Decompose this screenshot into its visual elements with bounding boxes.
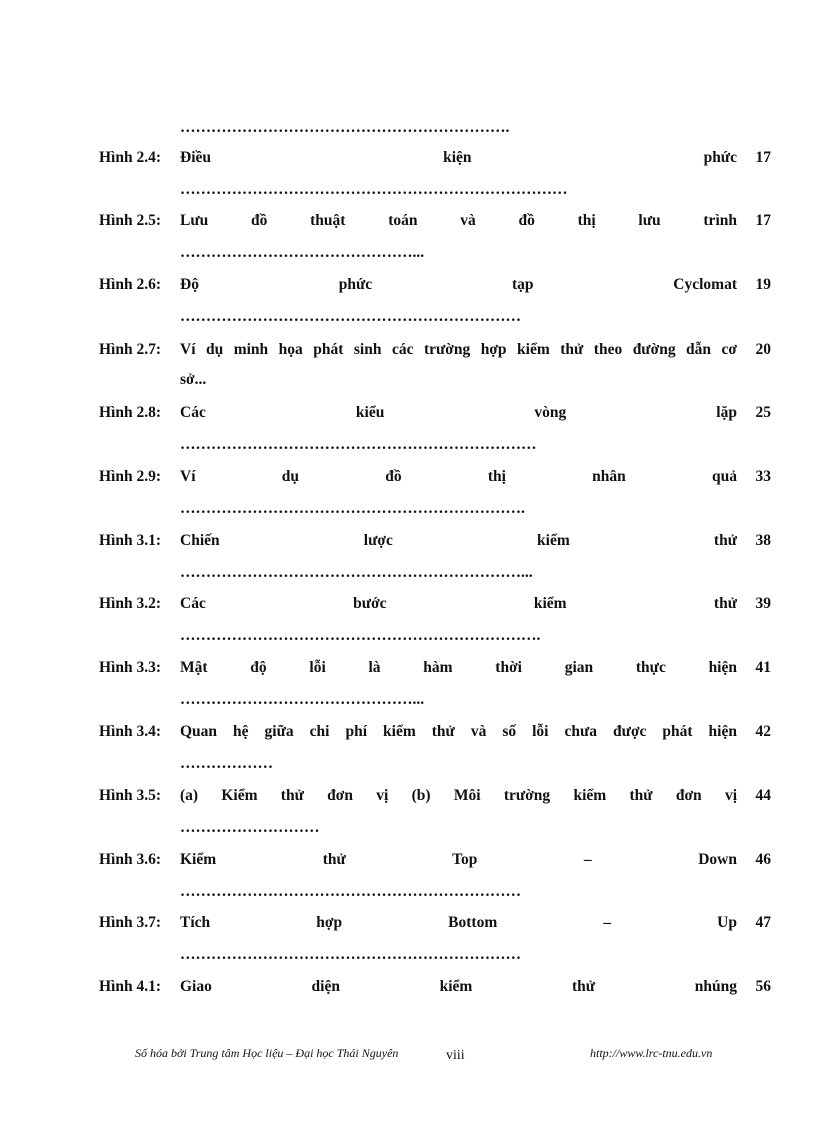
- toc-entry-title: Điều kiện phức: [180, 149, 737, 166]
- toc-entry-page: 46: [755, 851, 771, 868]
- toc-entry-label: Hình 3.4:: [99, 723, 162, 740]
- toc-entry-page: 44: [755, 787, 771, 804]
- toc-entry-title: Quan hệ giữa chi phí kiểm thử và số lỗi chưa được phát hiện: [180, 723, 737, 740]
- leading-dots: ……………………………………………………….: [180, 119, 510, 136]
- footer-source: Số hóa bởi Trung tâm Học liệu – Đại học Thái Nguyên: [135, 1046, 399, 1060]
- toc-entry-dots: ………………………………………...: [180, 244, 425, 261]
- toc-entry-label: Hình 2.5:: [99, 212, 162, 229]
- toc-entry-label: Hình 2.9:: [99, 468, 162, 485]
- toc-entry-page: 42: [755, 723, 771, 740]
- toc-entry-title: Các bước kiểm thử: [180, 595, 737, 612]
- toc-entry-page: 25: [755, 404, 771, 421]
- toc-entry-label: Hình 3.6:: [99, 851, 162, 868]
- toc-entry-dots: ………………………………………………………….: [180, 500, 525, 517]
- toc-entry-title: Kiểm thử Top – Down: [180, 851, 737, 868]
- toc-entry-label: Hình 2.8:: [99, 404, 162, 421]
- toc-entry-dots: …………………………………………………………...: [180, 564, 533, 581]
- toc-entry-label: Hình 4.1:: [99, 978, 162, 995]
- toc-entry-title: Ví dụ đồ thị nhân quả: [180, 468, 737, 485]
- toc-entry-continuation: sở...: [180, 371, 207, 388]
- toc-entry-label: Hình 2.6:: [99, 276, 162, 293]
- toc-entry-dots: …………………………………………………………: [180, 308, 521, 325]
- toc-entry-label: Hình 3.5:: [99, 787, 162, 804]
- toc-entry-title: Lưu đồ thuật toán và đồ thị lưu trình: [180, 212, 737, 229]
- footer-page-number: viii: [446, 1048, 465, 1063]
- toc-entry-page: 33: [755, 468, 771, 485]
- toc-entry-dots: ………………………: [180, 819, 320, 836]
- toc-entry-dots: …………………………………………………………….: [180, 627, 541, 644]
- toc-entry-page: 20: [755, 341, 771, 358]
- toc-entry-dots: …………………………………………………………: [180, 883, 521, 900]
- toc-entry-title: (a) Kiểm thử đơn vị (b) Môi trường kiểm thử đơn vị: [180, 787, 737, 804]
- toc-entry-page: 19: [755, 276, 771, 293]
- toc-entry-dots: ………………………………………...: [180, 691, 425, 708]
- toc-entry-page: 56: [755, 978, 771, 995]
- toc-entry-page: 41: [755, 659, 771, 676]
- toc-entry-label: Hình 2.4:: [99, 149, 162, 166]
- toc-entry-title: Ví dụ minh họa phát sinh các trường hợp kiểm thử theo đường dẫn cơ: [180, 341, 737, 358]
- toc-entry-title: Chiến lược kiểm thử: [180, 532, 737, 549]
- toc-entry-dots: ……………………………………………………………: [180, 436, 537, 453]
- toc-entry-label: Hình 3.7:: [99, 914, 162, 931]
- toc-entry-page: 47: [755, 914, 771, 931]
- toc-entry-title: Tích hợp Bottom – Up: [180, 914, 737, 931]
- toc-entry-dots: …………………………………………………………………: [180, 181, 568, 198]
- toc-entry-title: Các kiểu vòng lặp: [180, 404, 737, 421]
- toc-entry-dots: ………………: [180, 755, 273, 772]
- toc-entry-page: 17: [755, 212, 771, 229]
- toc-entry-label: Hình 2.7:: [99, 341, 162, 358]
- toc-entry-page: 17: [755, 149, 771, 166]
- toc-entry-dots: …………………………………………………………: [180, 946, 521, 963]
- footer-url: http://www.lrc-tnu.edu.vn: [590, 1046, 713, 1060]
- toc-entry-label: Hình 3.2:: [99, 595, 162, 612]
- toc-entry-page: 38: [755, 532, 771, 549]
- toc-entry-title: Giao diện kiểm thử nhúng: [180, 978, 737, 995]
- toc-entry-title: Độ phức tạp Cyclomat: [180, 276, 737, 293]
- toc-entry-title: Mật độ lỗi là hàm thời gian thực hiện: [180, 659, 737, 676]
- toc-entry-page: 39: [755, 595, 771, 612]
- toc-entry-label: Hình 3.1:: [99, 532, 162, 549]
- toc-entry-label: Hình 3.3:: [99, 659, 162, 676]
